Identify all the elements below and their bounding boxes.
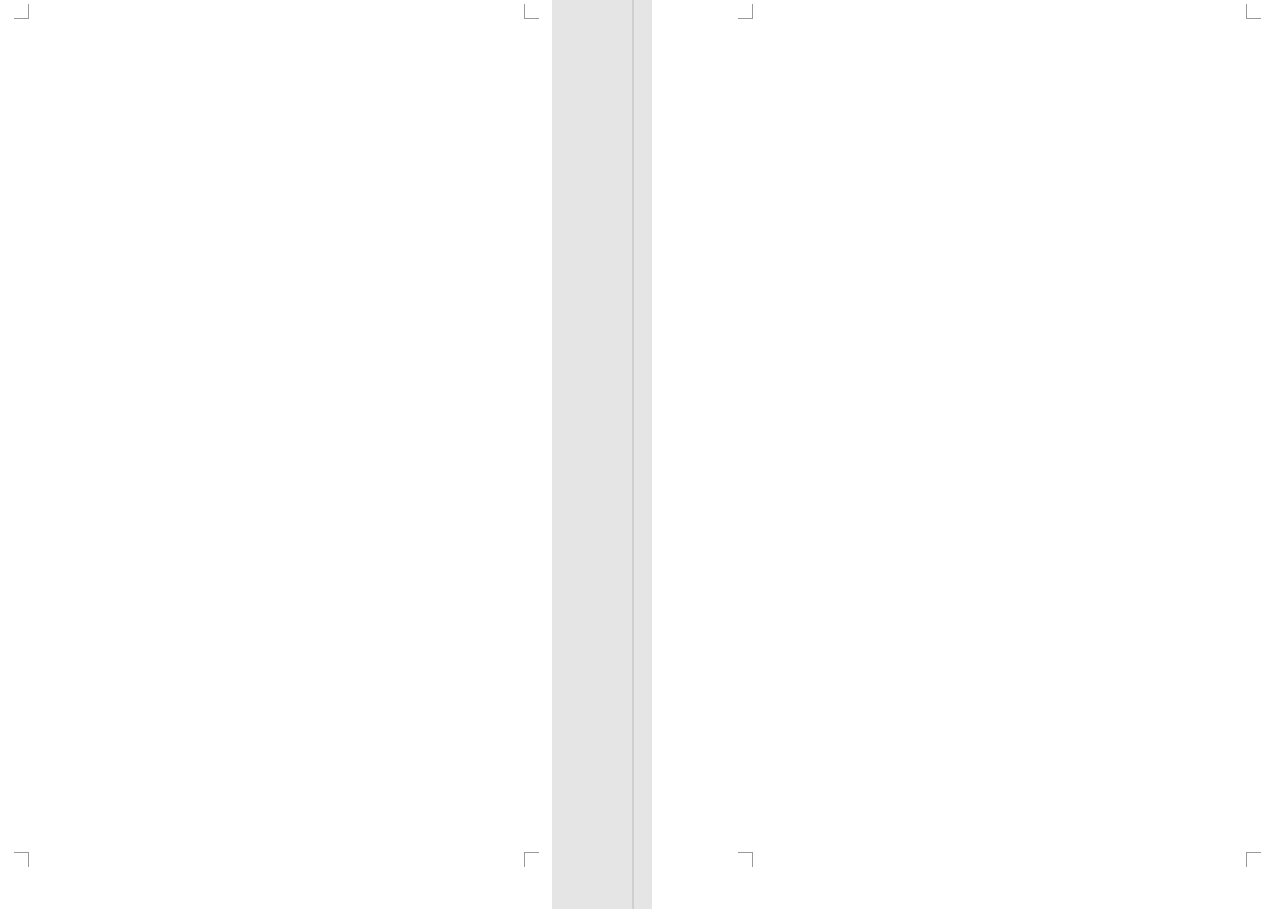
document-page-9 [0,0,552,909]
page-gutter [552,0,652,909]
page-corner-mark [524,852,539,867]
page-corner-mark [1246,852,1261,867]
page-corner-mark [738,852,753,867]
page-separator [632,0,634,909]
page-corner-mark [738,4,753,19]
page-corner-mark [1246,4,1261,19]
document-page-10 [652,0,1280,909]
page-corner-mark [14,4,29,19]
page-corner-mark [14,852,29,867]
page-corner-mark [524,4,539,19]
